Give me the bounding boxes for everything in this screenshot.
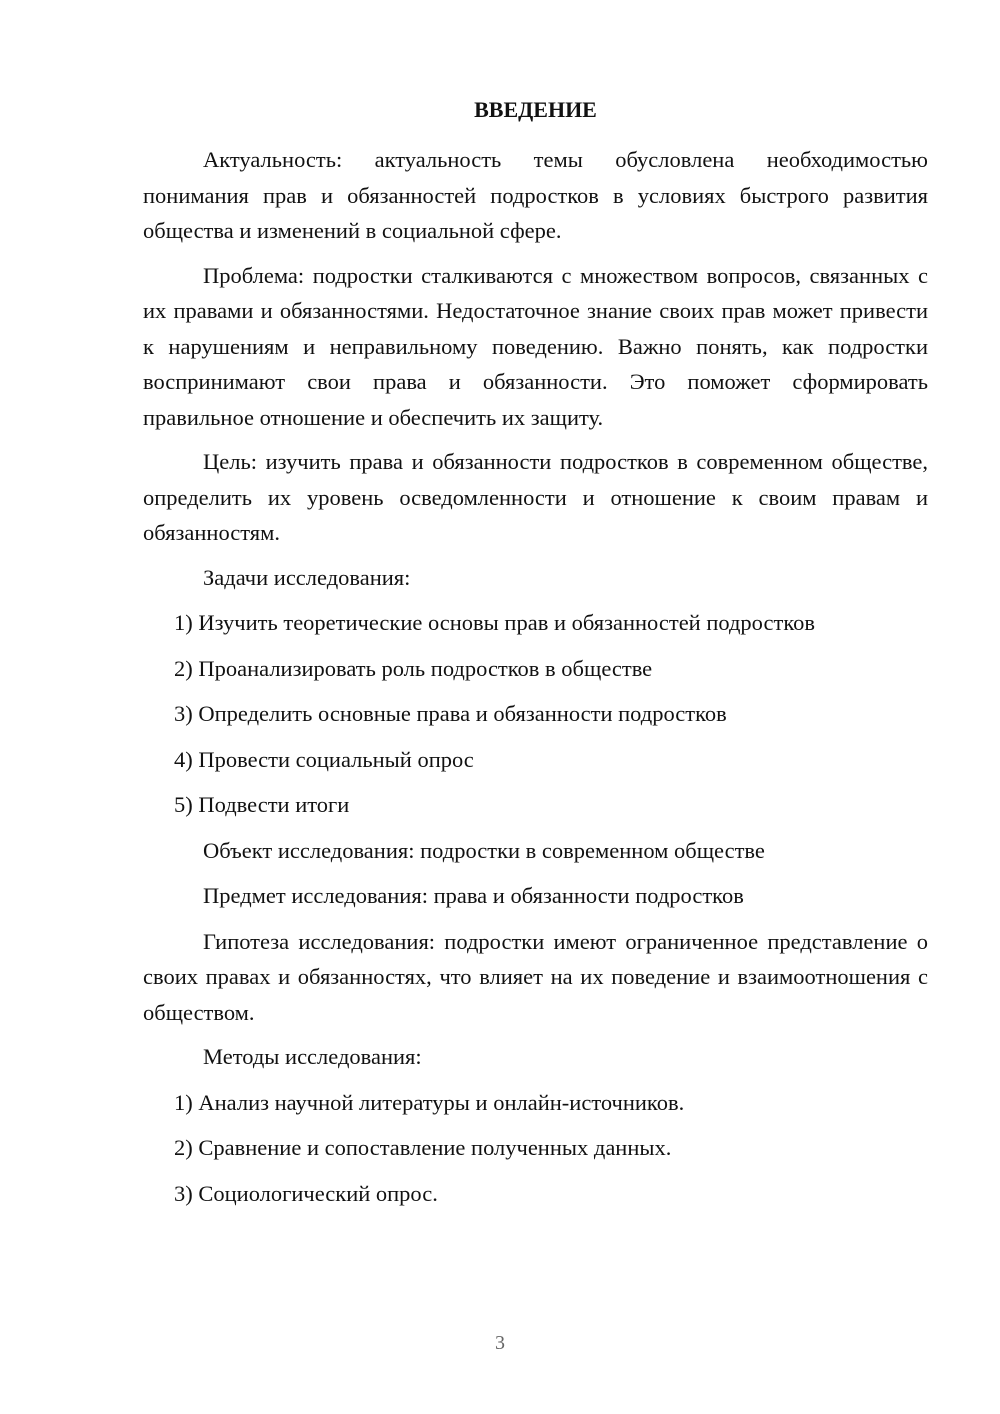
tasks-heading: Задачи исследования: [203,564,411,590]
relevance-paragraph: Актуальность: актуальность темы обусловлена необходимостью понимания прав и обязанностей подростков в условиях быстрого развития общества и изменений в социальной сфере. [143,147,928,243]
subject-line: Предмет исследования: права и обязанности подростков [203,883,744,908]
tasks-list [143,605,928,823]
methods-heading: Методы исследования: [203,1044,422,1069]
task-item: 2) Проанализировать роль подростков в обществе [174,655,653,681]
task-item: 4) Провести социальный опрос [174,746,474,772]
method-item: 2) Сравнение и сопоставление полученных данных. [174,1135,672,1160]
page-title: ВВЕДЕНИЕ [474,97,597,122]
task-item: 5) Подвести итоги [174,792,350,817]
hypothesis-paragraph: Гипотеза исследования: подростки имеют ограниченное представление о своих правах и обязанностях, что влияет на их поведение и взаимоотношения с обществом. [143,928,928,1025]
page-number: 3 [495,1332,505,1354]
goal-paragraph: Цель: изучить права и обязанности подростков в современном обществе, определить их уровень осведомленности и отношение к своим правам и обязанностям. [143,449,928,545]
method-item: 1) Анализ научной литературы и онлайн-источников. [174,1089,685,1115]
object-line: Объект исследования: подростки в современном обществе [203,837,765,863]
method-item: 3) Социологический опрос. [174,1180,438,1206]
methods-list [143,1085,928,1212]
problem-paragraph: Проблема: подростки сталкиваются с множеством вопросов, связанных с их правами и обязанностями. Недостаточное знание своих прав может привести к нарушениям и неправильному поведению. Важно понять, как подростки воспринимают свои права и обязанности. Это поможет сформировать правильное отношение и обеспечить их защиту. [143,262,928,430]
document-page [143,92,928,1221]
task-item: 1) Изучить теоретические основы прав и обязанностей подростков [174,610,815,635]
task-item: 3) Определить основные права и обязанности подростков [174,701,727,726]
